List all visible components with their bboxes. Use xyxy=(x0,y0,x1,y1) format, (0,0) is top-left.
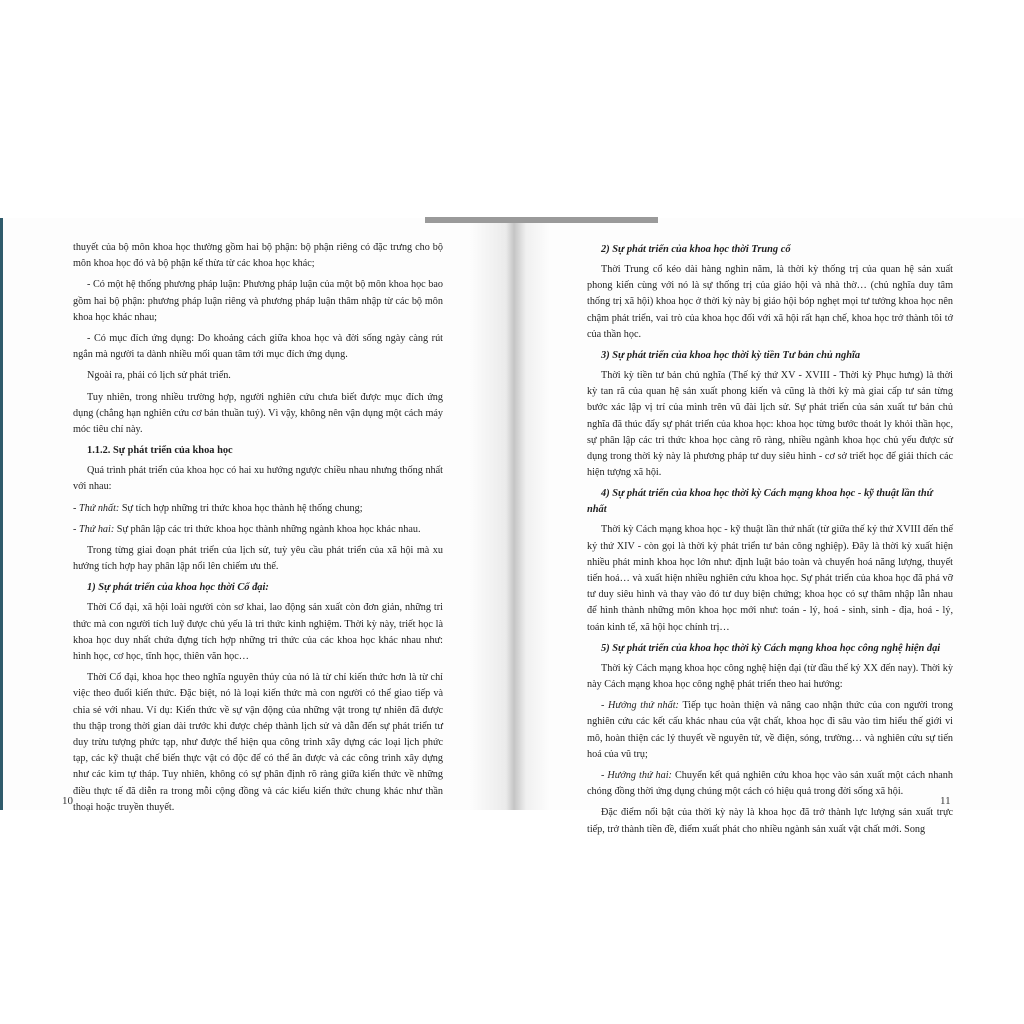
paragraph: Trong từng giai đoạn phát triển của lịch sử, tuỳ yêu cầu phát triển của xã hội mà xu hướng tích hợp hay phân lập nổi lên chiếm ưu thế. xyxy=(73,545,443,573)
trend-label: Thứ nhất: xyxy=(78,502,120,514)
paragraph: Thời Cổ đại, khoa học theo nghĩa nguyên thủy của nó là từ chỉ kiến thức hơn là từ chỉ việc theo đuổi kiến thức. Đặc biệt, nó là loại kiến thức mà con người có thể giao tiếp và chia sẻ với nhau. Ví dụ: Kiến thức về sự vận động của những vật trong tự nhiên đã được thu thập trong thời gian dài trước khi được chép thành lịch sử và dẫn đến sự phát triển tư duy trừu tượng phức tạp, như được thể hiện qua công trình xây dựng các loại lịch phức tạp, các kỹ thuật chế biến thực vật có độc để có thể ăn được và các công trình xây dựng như các kim tự tháp. Tuy nhiên, không có sự phân định rõ ràng giữa kiến thức về những điều thực tế đã diễn ra trong mỗi cộng đồng và các kiểu kiến thức chung khác như thần thoại hoặc truyền thuyết. xyxy=(73,672,443,813)
subsection-heading: 4) Sự phát triển của khoa học thời kỳ Cách mạng khoa học - kỹ thuật lần thứ nhất xyxy=(587,488,933,516)
subsection-heading: 3) Sự phát triển của khoa học thời kỳ tiền Tư bản chủ nghĩa xyxy=(601,350,861,362)
direction-item xyxy=(587,768,953,800)
paragraph: - Có mục đích ứng dụng: Do khoảng cách giữa khoa học và đời sống ngày càng rút ngắn mà người ta dành nhiều mối quan tâm tới mục đích ứng dụng. xyxy=(73,333,443,361)
paragraph: Ngoài ra, phải có lịch sử phát triển. xyxy=(87,370,231,382)
direction-label: - Hướng thứ hai: xyxy=(601,770,672,782)
paragraph: Thời Cổ đại, xã hội loài người còn sơ khai, lao động sản xuất còn đơn giản, những tri thức mà con người tích luỹ được chủ yếu là tri thức kinh nghiệm. Thời kỳ này, triết học là khoa học duy nhất chứa đựng tích hợp những tri thức của các khoa học khác nhau như: hình học, cơ học, tĩnh học, thiên văn học… xyxy=(73,602,443,663)
direction-text: Chuyển kết quả nghiên cứu khoa học vào sản xuất một cách nhanh chóng đồng thời ứng dụng chúng một cách có hiệu quả trong đời sống xã hội. xyxy=(587,770,953,798)
direction-text: Tiếp tục hoàn thiện và nâng cao nhận thức của con người trong nghiên cứu các kết cấu khác nhau của vật chất, khoa học đi sâu vào tìm hiểu thế giới vi mô, hoàn thiện các lý thuyết về nguyên tử, về điện, sóng, trường… và nghiên cứu sự tiến hoá của vũ trụ; xyxy=(587,700,953,760)
subsection-heading: 1) Sự phát triển của khoa học thời Cổ đại: xyxy=(87,582,269,594)
paragraph: Đặc điểm nổi bật của thời kỳ này là khoa học đã trở thành lực lượng sản xuất trực tiếp, trở thành tiền đề, điểm xuất phát cho nhiều ngành sản xuất vật chất mới. Song xyxy=(587,807,953,835)
direction-label: - Hướng thứ nhất: xyxy=(601,700,679,712)
direction-item xyxy=(587,698,953,763)
trend-text: Sự tích hợp những tri thức khoa học thành hệ thống chung; xyxy=(121,502,363,514)
left-page xyxy=(73,240,443,821)
page-number: 10 xyxy=(62,795,73,807)
page-edge xyxy=(0,218,3,810)
right-page xyxy=(587,240,953,843)
paragraph: - Có một hệ thống phương pháp luận: Phương pháp luận của một bộ môn khoa học bao gồm hai bộ phận: phương pháp luận riêng và phương pháp luận thâm nhập từ các bộ môn khoa học khác nhau; xyxy=(73,279,443,323)
section-heading: 1.1.2. Sự phát triển của khoa học xyxy=(87,445,233,457)
paragraph: thuyết của bộ môn khoa học thường gồm hai bộ phận: bộ phận riêng có đặc trưng cho bộ môn khoa học đó và bộ phận kế thừa từ các khoa học khác; xyxy=(73,242,443,270)
book-gutter xyxy=(470,223,550,810)
trend-item: - Thứ hai: Sự phân lập các tri thức khoa học thành những ngành khoa học khác nhau. xyxy=(73,523,421,535)
paragraph: Tuy nhiên, trong nhiều trường hợp, người nghiên cứu chưa biết được mục đích ứng dụng (chẳng hạn nghiên cứu cơ bản thuần tuý). Vì vậy, không nên vận dụng một cách máy móc tiêu chí này. xyxy=(73,391,443,436)
paragraph: Thời Trung cổ kéo dài hàng nghìn năm, là thời kỳ thống trị của quan hệ sản xuất phong kiến cùng với nó là sự thống trị của giáo hội và nhà thờ… (chủ nghĩa duy tâm thống trị xã hội) khoa học ở thời kỳ này bị giáo hội bóp nghẹt mọi tư tưởng khoa học nên chậm phát triển, vai trò của khoa học đối với xã hội rất hạn chế, khoa học trở thành tôi tớ của thần học. xyxy=(587,264,953,340)
page-top-bar xyxy=(425,217,658,223)
subsection-heading: 2) Sự phát triển của khoa học thời Trung cổ xyxy=(601,244,791,255)
page-number: 11 xyxy=(940,795,951,807)
paragraph: Thời kỳ Cách mạng khoa học công nghệ hiện đại (từ đầu thế kỷ XX đến nay). Thời kỳ này Cách mạng khoa học công nghệ phát triển theo hai hướng: xyxy=(587,662,953,691)
paragraph: Quá trình phát triển của khoa học có hai xu hướng ngược chiều nhau nhưng thống nhất với nhau: xyxy=(73,465,443,493)
trend-label: Thứ hai: xyxy=(78,523,115,535)
paragraph: Thời kỳ tiền tư bản chủ nghĩa (Thế kỷ thứ XV - XVIII - Thời kỳ Phục hưng) là thời kỳ tan rã của quan hệ sản xuất phong kiến và cũng là thời kỳ mà giai cấp tư sản từng bước xác lập vị trí của mình trên vũ đài lịch sử. Sự phát triển của sản xuất tư bản chủ nghĩa đã thúc đẩy sự phát triển của khoa học: khoa học từng bước thoát ly khỏi thần học, sự phân lập các tri thức khoa học càng rõ ràng, nhiều ngành khoa học chủ yếu được sử dụng trong thời kỳ này là phương pháp tư duy siêu hình - cơ sở triết học để giải thích các hiện tượng xã hội. xyxy=(587,370,953,479)
trend-item: - Thứ nhất: Sự tích hợp những tri thức khoa học thành hệ thống chung; xyxy=(73,502,363,514)
trend-text: Sự phân lập các tri thức khoa học thành những ngành khoa học khác nhau. xyxy=(116,523,421,535)
subsection-heading: 5) Sự phát triển của khoa học thời kỳ Cách mạng khoa học công nghệ hiện đại xyxy=(601,642,941,654)
paragraph: Thời kỳ Cách mạng khoa học - kỹ thuật lần thứ nhất (từ giữa thế kỷ thứ XVIII đến thế kỷ thứ XIV - còn gọi là thời kỳ phát triển tư bản công nghiệp). Đây là thời kỳ xuất hiện nhiều phát minh khoa học lớn như: định luật bảo toàn và chuyển hoá năng lượng, thuyết tiến hoá… và xuất hiện nhiều nghiên cứu khoa học. Sự phát triển của khoa học đã phá vỡ tư duy siêu hình và thay vào đó tư duy biện chứng; khoa học có sự thâm nhập lẫn nhau để hình thành những môn khoa học mới như: toán - lý, hoá - sinh, sinh - địa, hoá - lý, toán kinh tế, xã hội học chính trị… xyxy=(587,524,953,633)
